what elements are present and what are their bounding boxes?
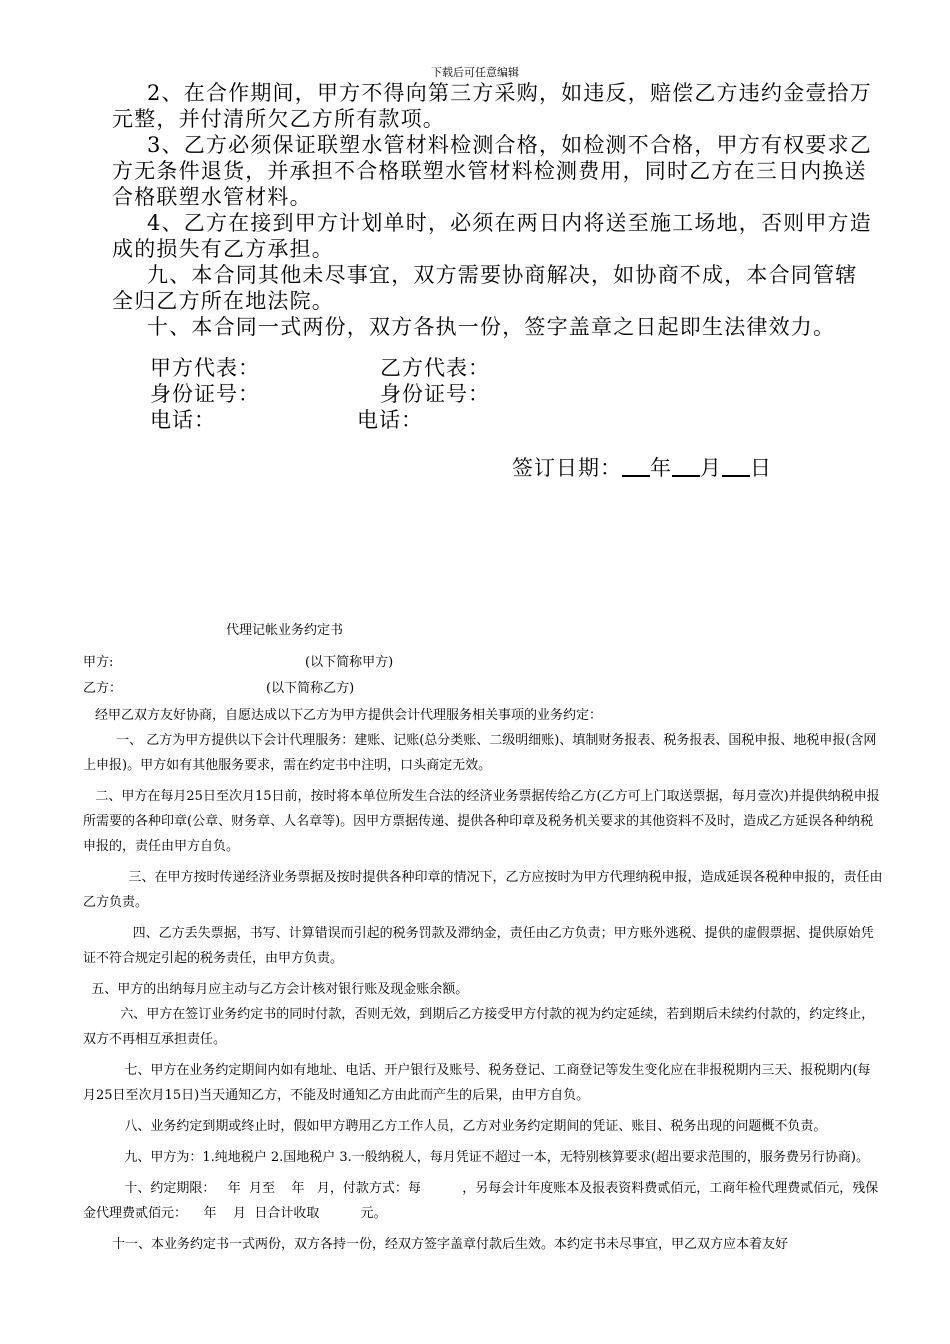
month-label: 月 bbox=[700, 456, 722, 480]
party-b-id-label: 身份证号： bbox=[380, 382, 490, 406]
party-b-alias: (以下简称乙方) bbox=[266, 681, 355, 696]
party-b-phone-label: 电话： bbox=[357, 408, 423, 432]
item-text: 一、 乙方为甲方提供以下会计代理服务：建账、记账(总分类账、二级明细账)、填制财务报表、税务报表、国税申报、地税申报(含网上申报)。甲方如有其他服务要求，需在约定书中注明，口头商定无效。 bbox=[83, 733, 877, 773]
item-text: 八、业务约定到期或终止时，假如甲方聘用乙方工作人员，乙方对业务约定期间的凭证、账目、税务出现的问题概不负责。 bbox=[124, 1119, 827, 1134]
item-indent bbox=[83, 870, 128, 885]
agreement-item bbox=[83, 1058, 883, 1108]
item-text: 七、甲方在业务约定期间内如有地址、电话、开户银行及账号、税务登记、工商登记等发生变化应在非报税期内三天、报税期内(每月25日至次月15日)当天通知乙方，不能及时通知乙方由此而产生的后果，由甲方自负。 bbox=[83, 1063, 871, 1103]
agreement-intro: 经甲乙双方友好协商，自愿达成以下乙方为甲方提供会计代理服务相关事项的业务约定： bbox=[95, 708, 603, 723]
day-blank bbox=[722, 455, 750, 477]
agreement-item bbox=[83, 1232, 883, 1257]
item-indent bbox=[83, 1150, 124, 1165]
item-indent bbox=[83, 1063, 124, 1078]
agreement-item bbox=[83, 977, 883, 1002]
agreement-title: 代理记帐业务约定书 bbox=[226, 623, 344, 638]
agreement-item bbox=[83, 784, 883, 859]
item-text: 五、甲方的出纳每月应主动与乙方会计核对银行账及现金账余额。 bbox=[91, 982, 469, 997]
party-a-alias: (以下简称甲方) bbox=[305, 655, 394, 670]
party-a-rep-label: 甲方代表： bbox=[150, 356, 260, 380]
agreement-item bbox=[83, 1145, 883, 1170]
item-text: 三、在甲方按时传递经济业务票据及按时提供各种印章的情况下，乙方应按时为甲方代理纳税申报，造成延误各税种申报的，责任由乙方负责。 bbox=[83, 870, 883, 910]
contract-clauses bbox=[112, 80, 872, 340]
item-indent bbox=[83, 733, 116, 748]
party-a-phone-label: 电话： bbox=[150, 408, 216, 432]
party-a-label: 甲方: bbox=[83, 655, 114, 670]
item-indent bbox=[83, 789, 95, 804]
item-indent bbox=[83, 1007, 120, 1022]
agreement-item bbox=[83, 728, 883, 778]
clause-paragraph: 九、本合同其他未尽事宜，双方需要协商解决，如协商不成，本合同管辖全归乙方所在地法院。 bbox=[112, 263, 858, 313]
agreement-body bbox=[83, 703, 883, 1257]
agreement-item bbox=[83, 921, 883, 971]
item-text: 十、约定期限： 年 月至 年 月，付款方式：每 ，另每会计年度账本及报表资料费贰佰元，工商年检代理费贰佰元，残保金代理费贰佰元： 年 月 日合计收取 元。 bbox=[83, 1181, 879, 1221]
item-indent bbox=[83, 1119, 124, 1134]
year-label: 年 bbox=[650, 456, 672, 480]
sign-date-label: 签订日期： bbox=[512, 456, 622, 480]
clause-paragraph: 2、在合作期间，甲方不得向第三方采购，如违反，赔偿乙方违约金壹拾万元整，并付清所欠乙方所有款项。 bbox=[112, 81, 872, 131]
agreement-item bbox=[83, 1114, 883, 1139]
item-indent bbox=[83, 1237, 112, 1252]
agreement-item bbox=[83, 1002, 883, 1052]
party-b-rep-label: 乙方代表： bbox=[380, 356, 490, 380]
clause-paragraph: 3、乙方必须保证联塑水管材料检测合格，如检测不合格，甲方有权要求乙方无条件退货，并承担不合格联塑水管材料检测费用，同时乙方在三日内换送合格联塑水管材料。 bbox=[112, 133, 872, 209]
clause-paragraph: 4、乙方在接到甲方计划单时，必须在两日内将送至施工场地，否则甲方造成的损失有乙方承担。 bbox=[112, 211, 872, 261]
item-text: 二、甲方在每月25日至次月15日前，按时将本单位所发生合法的经济业务票据传给乙方(乙方可上门取送票据，每月壹次)并提供纳税申报所需要的各种印章(公章、财务章、人名章等)。因甲方票据传递、提供各种印章及税务机关要求的其他资料不及时，造成乙方延误各种纳税申报的，责任由甲方自负。 bbox=[83, 789, 880, 854]
item-text: 四、乙方丢失票据，书写、计算错误而引起的税务罚款及滞纳金，责任由乙方负责；甲方账外逃税、提供的虚假票据、提供原始凭证不符合规定引起的税务责任，由甲方负责。 bbox=[83, 926, 874, 966]
day-label: 日 bbox=[750, 456, 772, 480]
party-b-label: 乙方： bbox=[83, 681, 123, 696]
agreement-item bbox=[83, 1176, 883, 1226]
item-text: 九、甲方为：1.纯地税户 2.国地税户 3.一般纳税人，每月凭证不超过一本，无特别核算要求(超出要求范围的，服务费另行协商)。 bbox=[124, 1150, 869, 1165]
item-indent bbox=[83, 926, 133, 941]
year-blank bbox=[622, 455, 650, 477]
month-blank bbox=[672, 455, 700, 477]
item-text: 六、甲方在签订业务约定书的同时付款，否则无效，到期后乙方接受甲方付款的视为约定延续，若到期后未续约付款的，约定终止，双方不再相互承担责任。 bbox=[83, 1007, 875, 1047]
item-text: 十一、本业务约定书一式两份，双方各持一份，经双方签字盖章付款后生效。本约定书未尽事宜，甲乙双方应本着友好 bbox=[111, 1237, 788, 1252]
clause-paragraph: 十、本合同一式两份，双方各执一份，签字盖章之日起即生法律效力。 bbox=[147, 315, 836, 339]
header-note: 下载后可任意编辑 bbox=[431, 66, 519, 79]
sign-date bbox=[512, 455, 772, 481]
agreement-item bbox=[83, 865, 883, 915]
item-indent bbox=[83, 1181, 124, 1196]
party-a-id-label: 身份证号： bbox=[150, 382, 260, 406]
